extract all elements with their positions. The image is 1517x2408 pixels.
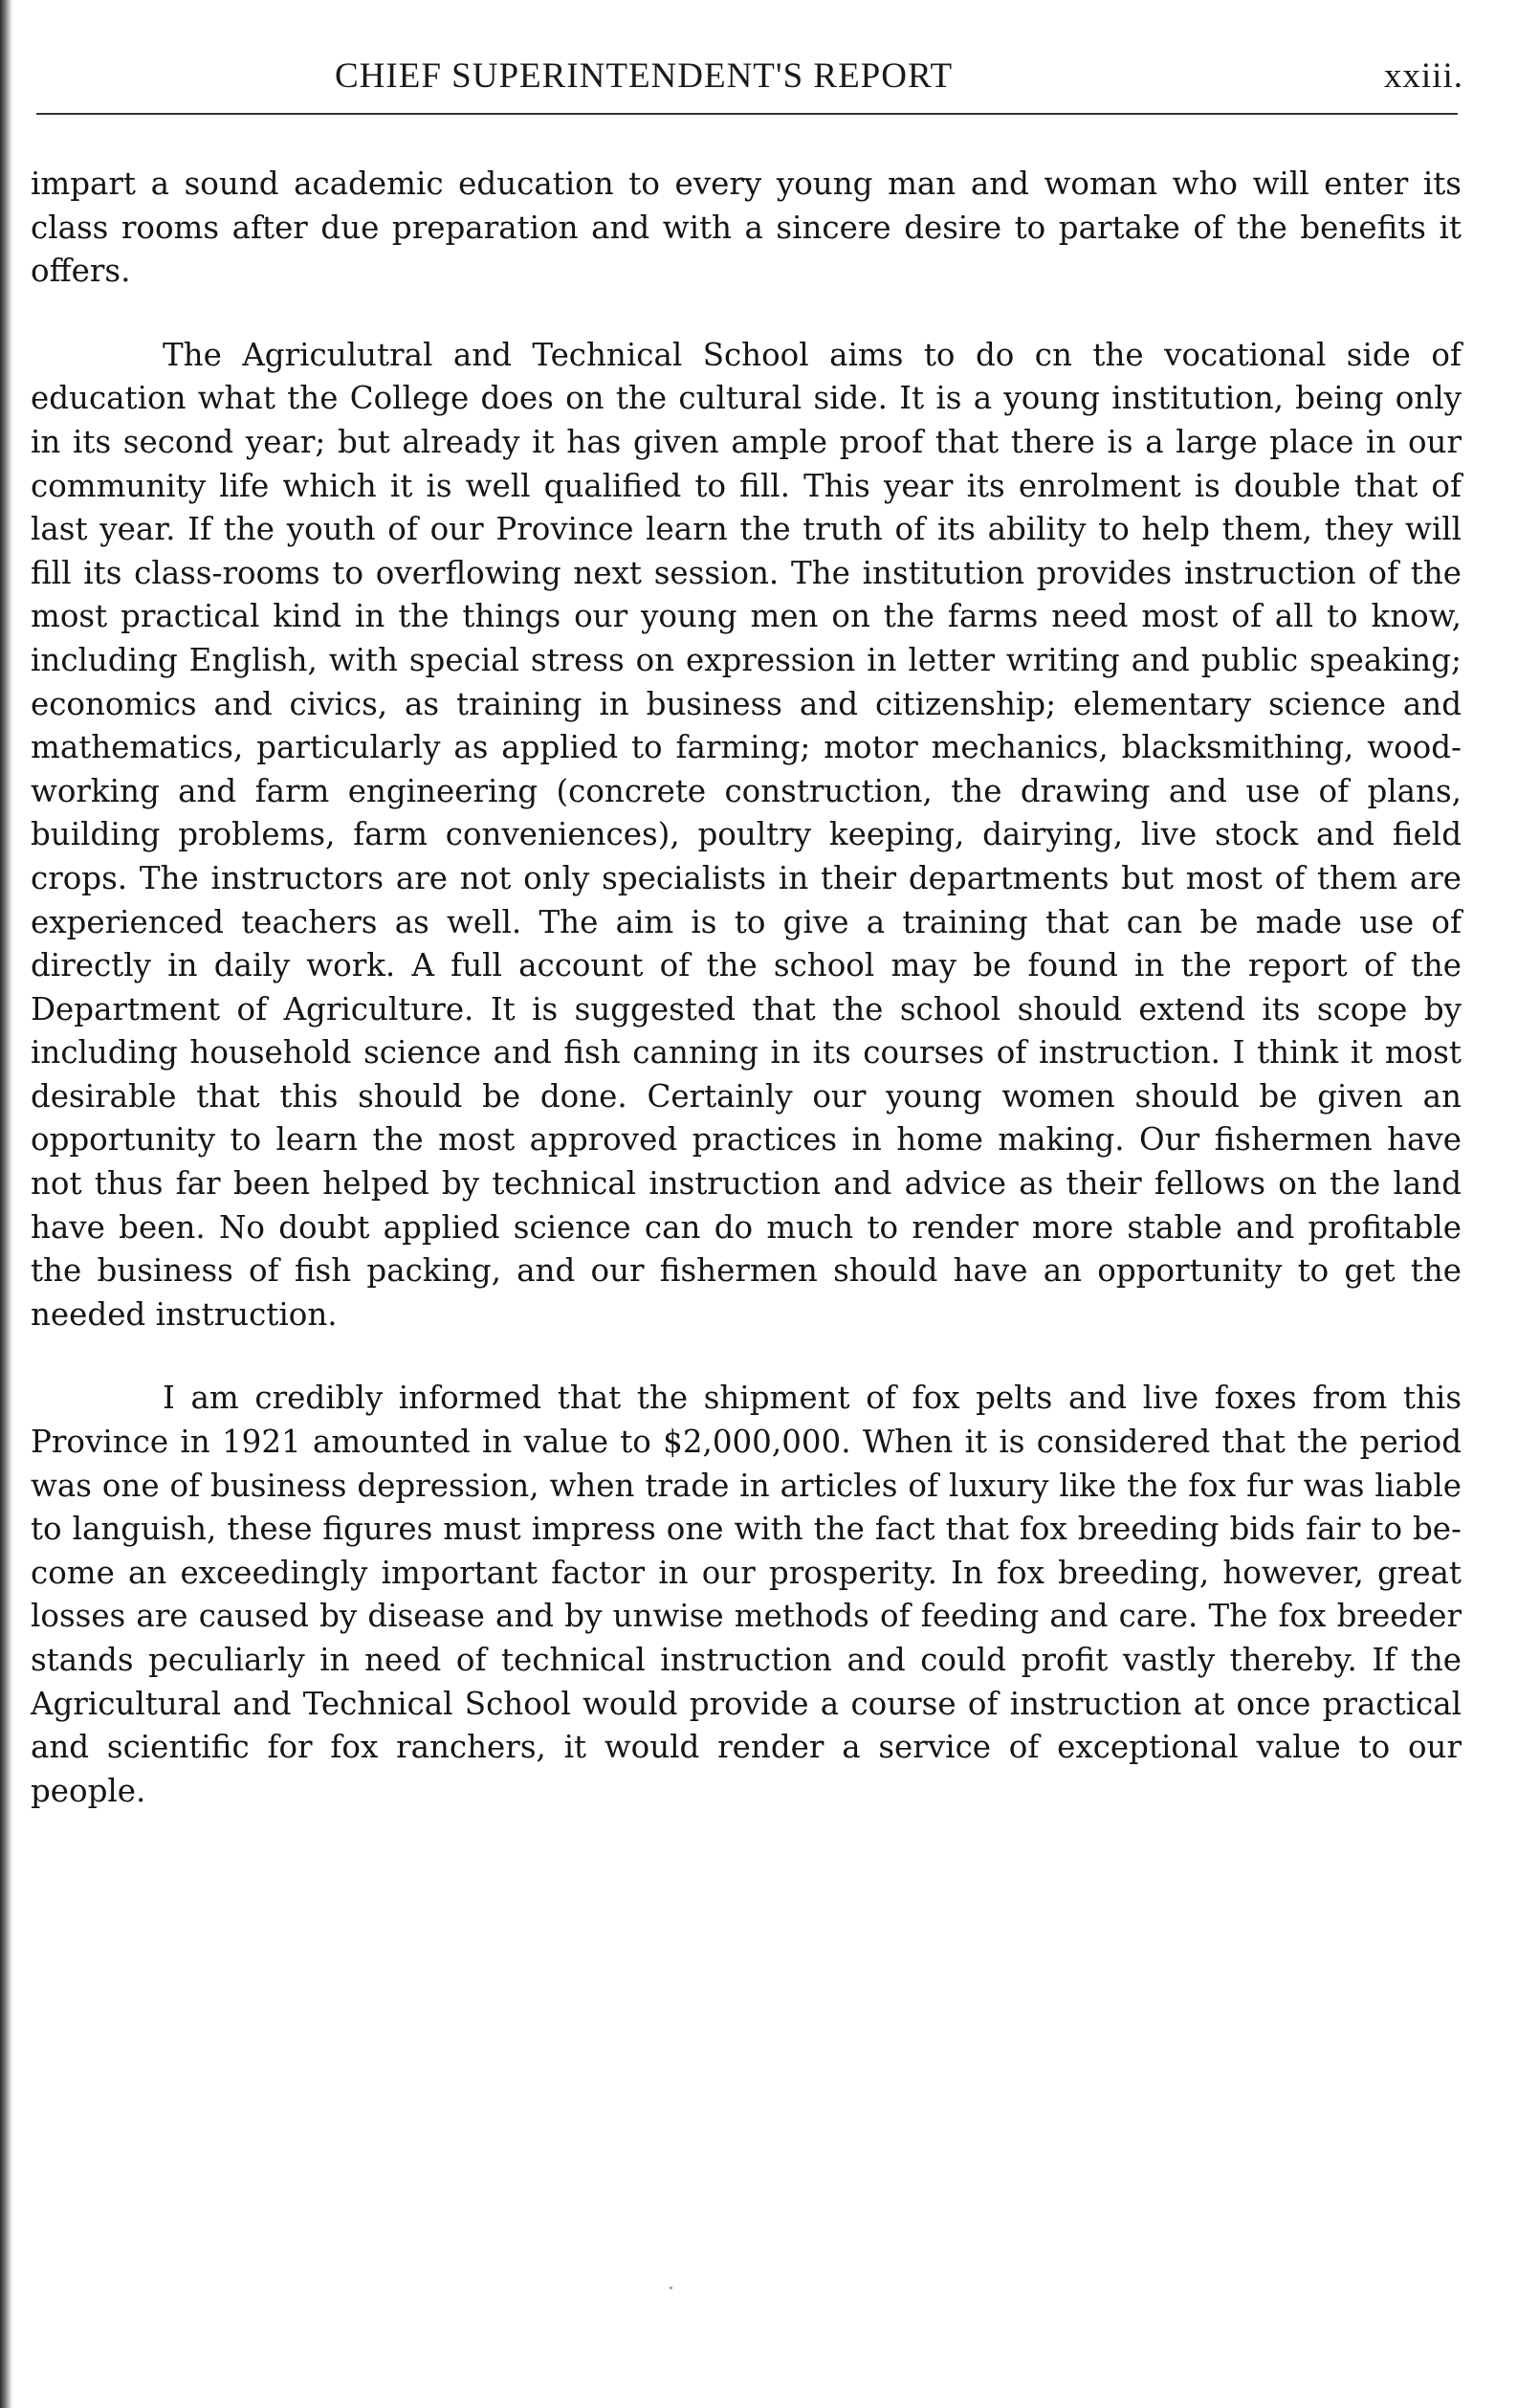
body-text [31, 163, 1462, 1813]
page [29, 55, 1463, 103]
page-number: xxiii. [1383, 56, 1463, 96]
paragraph-agricultural-school: The Agriculutral and Technical School aims to do cn the vocational side of education what the College does on the cultural side. It is a young institution, being only in its second year; but already it has given ample proof that there is a large place in our community life which it is well qualified to fill. This year its enrolment is double that of last year. If the youth of our Province learn the truth of its ability to help them, they will fill its class-rooms to overflowing next session. The institution provides instruction of the most practical kind in the things our young men on the farms need most of all to know, including English, with special stress on expression in letter writing and public speaking; economics and civics, as training in business and citizenship; elementary science and mathematics, particularly as applied to farming; motor mechanics, blacksmithing, wood-working and farm engineering (concrete construction, the drawing and use of plans, building problems, farm conveniences), poultry keeping, dairying, live stock and field crops. The instructors are not only specialists in their departments but most of them are experienced teachers as well. The aim is to give a training that can be made use of directly in daily work. A full account of the school may be found in the report of the Department of Agriculture. It is suggested that the school should extend its scope by including household science and fish canning in its courses of instruction. I think it most desirable that this should be done. Certainly our young women should be given an opportunity to learn the most approved practices in home making. Our fishermen have not thus far been helped by technical instruction and advice as their fellows on the land have been. No doubt applied science can do much to render more stable and profitable the business of fish packing, and our fishermen should have an opportunity to get the needed instruction. [31, 336, 1462, 1333]
binding-shadow [0, 0, 13, 2408]
paragraph-fox-breeding: I am credibly informed that the shipment of fox pelts and live foxes from this Province in 1921 amounted in value to $2,000,000. When it is considered that the period was one of business depression, when trade in articles of luxury like the fox fur was liable to languish, these figures must impress one with the fact that fox breeding bids fair to become an exceedingly important factor in our prosperity. In fox breeding, however, great losses are caused by disease and by unwise methods of feeding and care. The fox breeder stands peculiarly in need of technical instruction and could profit vastly thereby. If the Agricultural and Technical School would provide a course of instruction at once practical and scientific for fox ranchers, it would render a service of exceptional value to our people. [31, 1380, 1462, 1809]
header-rule [36, 113, 1458, 115]
running-head-title: CHIEF SUPERINTENDENT'S REPORT [335, 56, 954, 96]
paragraph-continuation: impart a sound academic education to every young man and woman who will enter its class rooms after due preparation and with a sincere desire to partake of the benefits it offers. [31, 166, 1462, 290]
paper-speck [670, 2286, 672, 2289]
running-head [29, 55, 1463, 103]
